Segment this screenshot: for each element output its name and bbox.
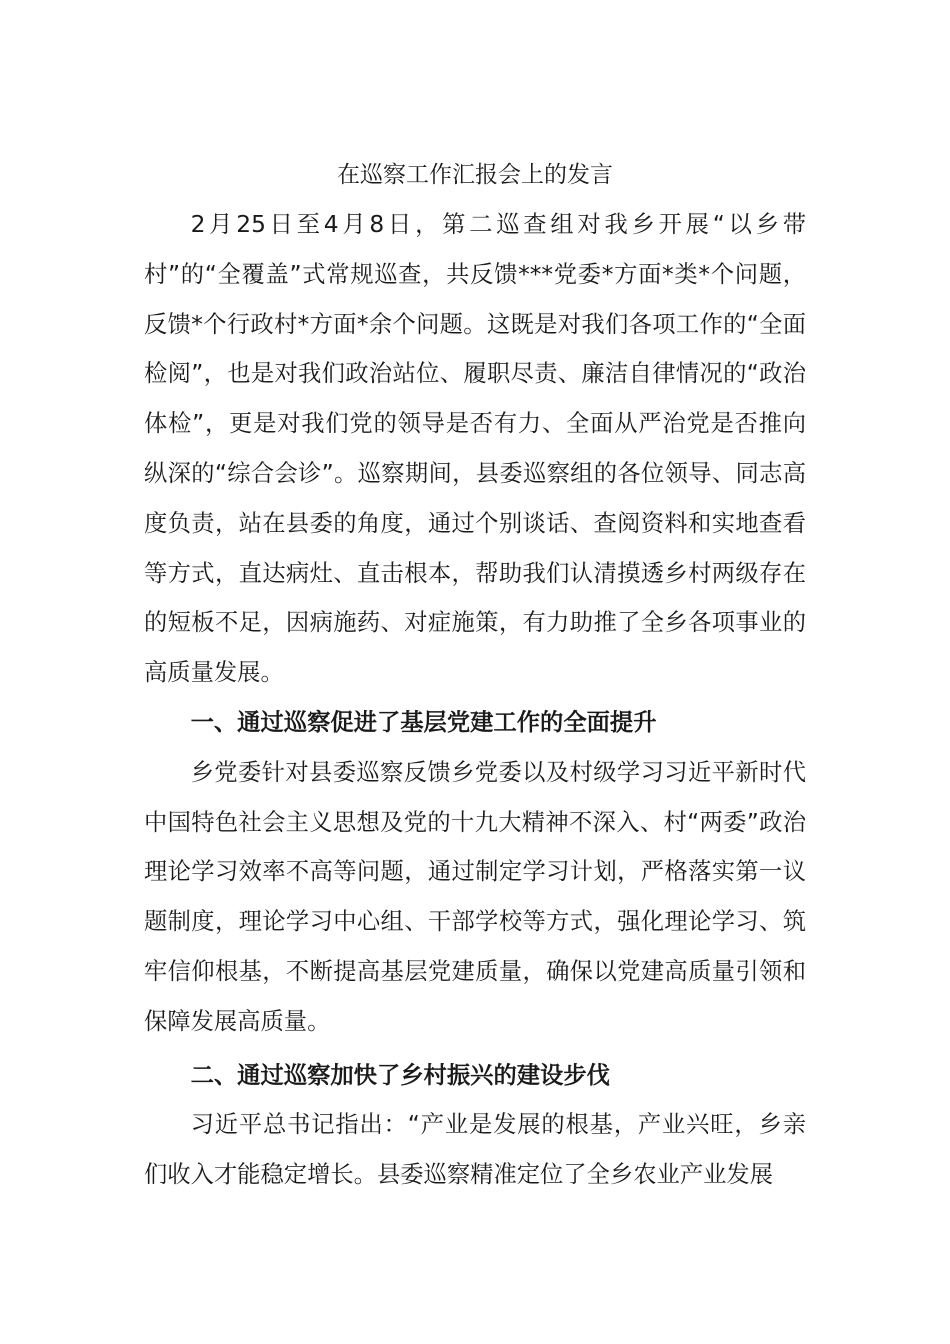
section-heading-1: 一、通过巡察促进了基层党建工作的全面提升	[190, 708, 657, 736]
document-page	[144, 150, 806, 1200]
section-1-paragraph: 乡党委针对县委巡察反馈乡党委以及村级学习习近平新时代中国特色社会主义思想及党的十九大精神不深入、村“两委”政治理论学习效率不高等问题，通过制定学习计划，严格落实第一议题制度，理论学习中心组、干部学校等方式，强化理论学习、筑牢信仰根基，不断提高基层党建质量，确保以党建高质量引领和保障发展高质量。	[144, 758, 806, 1035]
section-2-paragraph: 习近平总书记指出：“产业是发展的根基，产业兴旺，乡亲们收入才能稳定增长。县委巡察精准定位了全乡农业产业发展	[144, 1111, 806, 1189]
section-heading-2: 二、通过巡察加快了乡村振兴的建设步伐	[190, 1061, 610, 1089]
document-title: 在巡察工作汇报会上的发言	[337, 162, 613, 188]
intro-paragraph: 2月25日至4月8日，第二巡查组对我乡开展“以乡带村”的“全覆盖”式常规巡查，共反馈***党委*方面*类*个问题，反馈*个行政村*方面*余个问题。这既是对我们各项工作的“全面检阅”，也是对我们政治站位、履职尽责、廉洁自律情况的“政治体检”，更是对我们党的领导是否有力、全面从严治党是否推向纵深的“综合会诊”。巡察期间，县委巡察组的各位领导、同志高度负责，站在县委的角度，通过个别谈话、查阅资料和实地查看等方式，直达病灶、直击根本，帮助我们认清摸透乡村两级存在的短板不足，因病施药、对症施策，有力助推了全乡各项事业的高质量发展。	[144, 211, 806, 687]
